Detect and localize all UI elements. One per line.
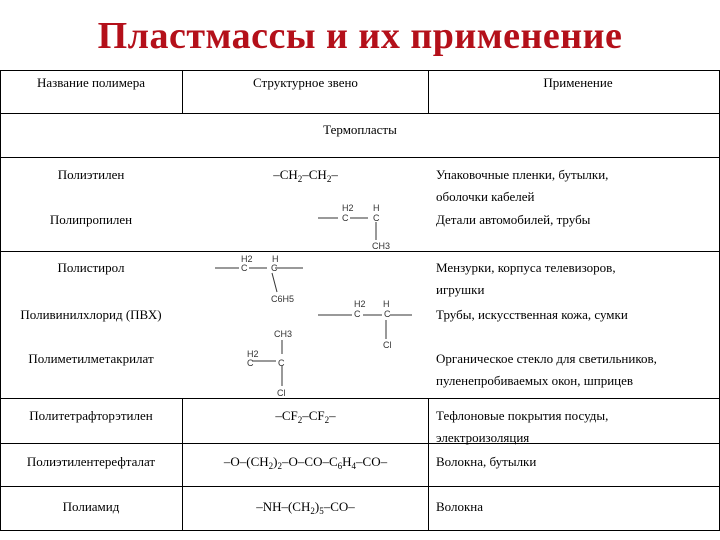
pvc-c2: C [384, 309, 391, 319]
pvc-bonds [318, 305, 418, 345]
pvc-c1: C [354, 309, 361, 319]
polymer-name: Полиэтилентерефталат [26, 454, 156, 469]
pp-ch3: CH3 [372, 241, 391, 251]
usage-line: электроизоляция [436, 430, 530, 445]
usage-line: оболочки кабелей [436, 189, 535, 204]
usage-line: Тефлоновые покрытия посуды, [436, 408, 609, 423]
pvc-h: H [383, 299, 390, 309]
usage-line: игрушки [436, 282, 485, 297]
col-divider [428, 70, 429, 113]
ps-c1: C [241, 263, 248, 273]
pvc-h2: H2 [354, 299, 366, 309]
row-border [0, 251, 720, 252]
pp-h: H [373, 203, 380, 213]
pmma-c2: C [278, 358, 285, 368]
polymer-name: Политетрафторэтилен [29, 408, 153, 423]
col-divider [428, 398, 429, 530]
usage-line: Мензурки, корпуса телевизоров, [436, 260, 616, 275]
ps-h: H [272, 254, 279, 264]
header-use: Применение [543, 75, 613, 90]
pp-c1: C [342, 213, 349, 223]
polymer-name: Полиметилметакрилат [28, 351, 154, 366]
pmma-ch3: CH3 [274, 329, 293, 339]
usage-line: Трубы, искусственная кожа, сумки [436, 307, 628, 322]
pp-h2: H2 [342, 203, 354, 213]
table-bottom-border [0, 530, 720, 531]
usage-line: Упаковочные пленки, бутылки, [436, 167, 609, 182]
header-bottom-border [0, 113, 720, 114]
usage-line: Волокна [436, 499, 484, 514]
unit-polyethylene: $-CH_2-CH_2-$ [273, 167, 338, 184]
section-title: Термопласты [323, 122, 397, 137]
polymer-name: Полиэтилен [57, 167, 125, 182]
polymer-name: Полиамид [62, 499, 120, 514]
unit-pet: $-O-(CH_2)_2-O-CO-C_6H_4-CO-$ [223, 454, 388, 471]
page-title: Пластмассы и их применение [97, 15, 623, 57]
pp-c2: C [373, 213, 380, 223]
usage-line: Волокна, бутылки [436, 454, 537, 469]
unit-polyamide: $-NH-(CH_2)_5-CO-$ [256, 499, 355, 516]
row-border [0, 398, 720, 399]
usage-line: Органическое стекло для светильников, [436, 351, 657, 366]
ps-h2: H2 [241, 254, 253, 264]
polymer-name: Полистирол [57, 260, 125, 275]
header-name: Название полимера [37, 75, 145, 90]
header-unit: Структурное звено [253, 75, 358, 90]
row-border [0, 486, 720, 487]
pmma-h2: H2 [247, 349, 259, 359]
ps-c6h5: C6H5 [271, 294, 295, 304]
unit-ptfe: $-CF_2-CF_2-$ [275, 408, 336, 425]
usage-line: пуленепробиваемых окон, шприцев [436, 373, 634, 388]
ps-bonds [215, 258, 305, 298]
pmma-cl: Cl [277, 388, 286, 398]
polymer-name: Поливинилхлорид (ПВХ) [20, 307, 162, 322]
section-bottom-border [0, 157, 720, 158]
table-top-border [0, 70, 720, 71]
ps-c2: C [271, 263, 278, 273]
pmma-c1: C [247, 358, 254, 368]
pvc-cl: Cl [383, 340, 392, 350]
usage-line: Детали автомобилей, трубы [436, 212, 591, 227]
polymer-name: Полипропилен [49, 212, 133, 227]
